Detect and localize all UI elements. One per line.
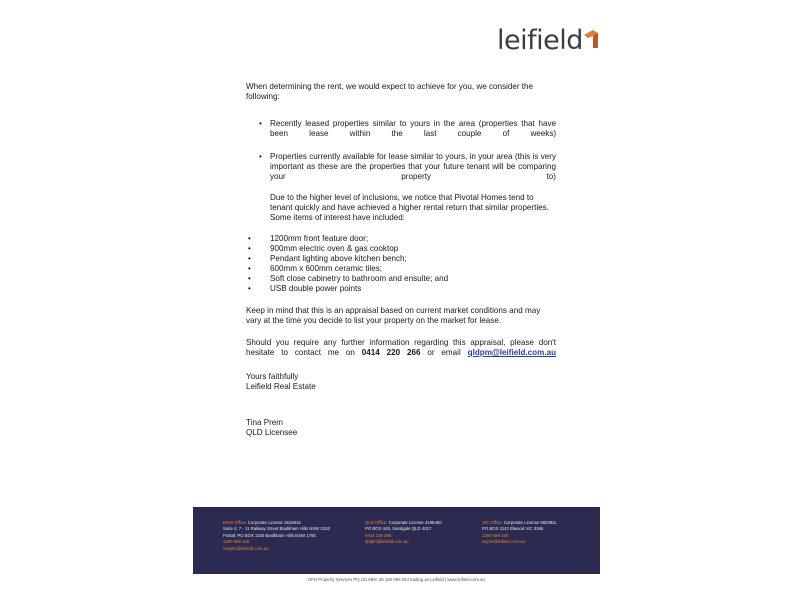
bullet2-line2: important as these are the properties that your future tenant will be comparing: [270, 162, 556, 171]
list-item: • 900mm electric oven & gas cooktop: [246, 244, 556, 254]
office-postal: Postal: PO BOX 1100 Baulkham Hills NSW 1755: [223, 532, 316, 538]
company-name: Leifield Real Estate: [246, 382, 316, 391]
list-item: • 600mm x 600mm ceramic tiles;: [246, 264, 556, 274]
office-license: Corporate License 1515916: [247, 520, 301, 525]
word: contact: [294, 348, 321, 357]
footer-banner: [193, 507, 600, 574]
bullet1-line2: [270, 129, 556, 139]
word: within: [349, 129, 371, 138]
list-item: • Pendant lighting above kitchen bench;: [246, 254, 556, 264]
criteria-list: [246, 119, 556, 182]
signatory-title: QLD Licensee: [246, 428, 298, 437]
list-item: [246, 119, 556, 139]
office-email[interactable]: nswpm@leifield.com.au: [223, 545, 269, 551]
or-email-text: or email: [427, 348, 461, 357]
signatory-name: Tina Prem: [246, 418, 284, 427]
list-item: • 1200mm front feature door;: [246, 234, 556, 244]
office-address: PO BOX 1142 Elwood VIC 3186: [482, 526, 544, 532]
word: to): [546, 172, 556, 181]
letter-body: [246, 82, 556, 438]
logo-text: leifield: [497, 25, 583, 56]
office-license: Corporate License 4185450: [388, 520, 442, 525]
closing-block: [246, 372, 556, 392]
office-address: PO BOX 445, Sandgate QLD 4017: [365, 526, 432, 532]
word: been: [270, 129, 289, 138]
phone-number: 0414 220 266: [361, 348, 421, 357]
office-email[interactable]: vicpm@leifield.com.au: [482, 539, 526, 545]
bullet2-line1: • Properties currently available for lease similar to yours, in your area (this is very: [270, 152, 556, 161]
office-license: Corporate License 082392L: [503, 520, 557, 525]
office-qld: [365, 520, 442, 546]
office-label: NSW Office:: [223, 520, 247, 525]
signature-block: [246, 418, 556, 438]
word: couple: [457, 129, 482, 138]
word: hesitate: [246, 348, 275, 357]
features-list: [246, 234, 556, 294]
bullet1-line1: • Recently leased properties similar to yours in the area (properties that have: [270, 119, 556, 128]
office-vic: [482, 520, 557, 546]
word: your: [270, 172, 286, 181]
office-label: VIC Office:: [482, 520, 503, 525]
appraisal-paragraph: Keep in mind that this is an appraisal based on current market conditions and may vary at the time you decide to list your property on the market for lease.: [246, 306, 541, 325]
email-link[interactable]: qldpm@leifield.com.au: [467, 348, 557, 357]
legal-footer: DFG Property Services Pty Ltd ABN: 38 160 999 254 trading as Leifield | www.leifield.com.au: [308, 577, 485, 582]
list-item: • Soft close cabinetry to bathroom and ensuite; and: [246, 274, 556, 284]
office-phone: 1300 559 150: [223, 539, 250, 545]
office-phone: 1300 559 150: [482, 532, 509, 538]
bullet2-line3: [270, 172, 556, 182]
contact-paragraph: [246, 338, 556, 358]
word: to: [281, 348, 288, 357]
list-item: • USB double power points: [246, 284, 556, 294]
list-item: [246, 152, 556, 182]
word: of: [502, 129, 510, 138]
word: the: [391, 129, 403, 138]
office-address: Suite 4, 7 - 11 Railway Street Baulkham Hills NSW 2153: [223, 526, 330, 532]
word: weeks): [530, 129, 557, 138]
contact-line2: [246, 348, 556, 358]
closing-salutation: Yours faithfully: [246, 372, 299, 381]
word: lease: [309, 129, 329, 138]
office-phone: 0414 220 266: [365, 532, 392, 538]
word: last: [423, 129, 437, 138]
word: property: [401, 172, 431, 181]
office-label: QLD Office:: [365, 520, 388, 525]
office-email[interactable]: qldpm@leifield.com.au: [365, 539, 409, 545]
company-logo: [497, 26, 598, 56]
inclusions-paragraph: Due to the higher level of inclusions, we notice that Pivotal Homes tend to tenant quickly and have achieved a higher rental return that similar properties. Some items of interest have included:: [270, 193, 549, 222]
office-nsw: [223, 520, 330, 552]
intro-paragraph: When determining the rent, we would expect to achieve for you, we consider the following:: [246, 82, 534, 101]
word: me: [327, 348, 340, 357]
word: on: [345, 348, 355, 357]
cube-icon: [584, 30, 598, 48]
contact-line1: Should you require any further information regarding this appraisal, please don't: [246, 338, 556, 347]
